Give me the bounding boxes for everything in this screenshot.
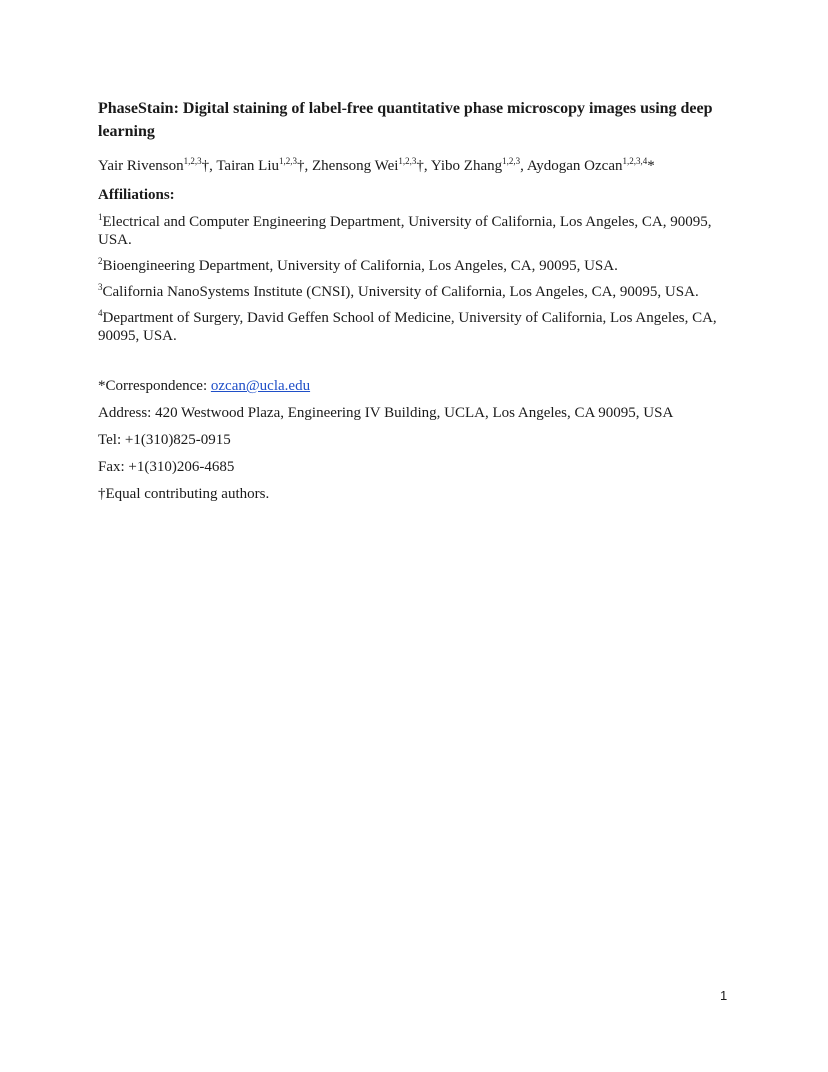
affiliation-number: 2: [98, 256, 103, 266]
affiliation-text: Bioengineering Department, University of California, Los Angeles, CA, 90095, USA.: [102, 258, 618, 274]
author: [431, 158, 527, 174]
author: [216, 158, 312, 174]
author-affiliation-sup: 1,2,3: [502, 156, 521, 166]
author-name: Yibo Zhang: [430, 158, 503, 174]
author-name: Aydogan Ozcan: [526, 158, 623, 174]
author-mark: †: [297, 158, 305, 174]
author-mark: †: [201, 158, 210, 174]
affiliation-item: [98, 213, 738, 249]
affiliation-number: 1: [98, 212, 103, 222]
affiliation-number: 4: [98, 308, 103, 318]
contact-block: [98, 377, 738, 503]
affiliation-item: [98, 283, 738, 301]
correspondence-label: *Correspondence:: [98, 378, 211, 394]
affiliation-item: [98, 309, 738, 345]
affiliation-text: Electrical and Computer Engineering Department, University of California, Los Angeles, CA, 90095, USA.: [98, 214, 712, 248]
author: [98, 158, 216, 174]
author-name: Yair Rivenson: [98, 158, 184, 174]
fax-line: Fax: +1(310)206-4685: [98, 459, 235, 475]
affiliations-heading: Affiliations:: [98, 187, 175, 203]
author-mark: *: [647, 158, 655, 174]
paper-front-matter: [98, 97, 738, 512]
author-affiliation-sup: 1,2,3: [183, 156, 202, 166]
affiliation-text: California NanoSystems Institute (CNSI), University of California, Los Angeles, CA, 90095, USA.: [102, 284, 699, 300]
author-affiliation-sup: 1,2,3,4: [622, 156, 648, 166]
affiliation-text: Department of Surgery, David Geffen School of Medicine, University of California, Los Angeles, CA, 90095, USA.: [98, 310, 717, 344]
tel-line: Tel: +1(310)825-0915: [98, 432, 231, 448]
affiliation-item: [98, 257, 738, 275]
equal-contribution-note: †Equal contributing authors.: [98, 486, 270, 502]
author-name: Tairan Liu: [216, 158, 279, 174]
author-separator: ,: [423, 158, 431, 174]
author: [527, 158, 655, 174]
address-line: Address: 420 Westwood Plaza, Engineering IV Building, UCLA, Los Angeles, CA 90095, USA: [98, 405, 674, 421]
author-list: [98, 156, 738, 176]
author: [312, 158, 431, 174]
author-separator: ,: [209, 158, 217, 174]
author-affiliation-sup: 1,2,3: [279, 156, 297, 166]
paper-title: PhaseStain: Digital staining of label-free quantitative phase microscopy images using deep learning: [98, 100, 713, 140]
correspondence-line: [98, 377, 738, 395]
author-affiliation-sup: 1,2,3: [398, 156, 417, 166]
author-name: Zhensong Wei: [312, 158, 399, 174]
author-separator: ,: [304, 158, 312, 174]
author-mark: †: [416, 158, 424, 174]
email-link[interactable]: ozcan@ucla.edu: [210, 378, 311, 394]
page-number: 1: [720, 988, 728, 1003]
affiliation-number: 3: [98, 282, 103, 292]
author-separator: ,: [520, 158, 527, 174]
